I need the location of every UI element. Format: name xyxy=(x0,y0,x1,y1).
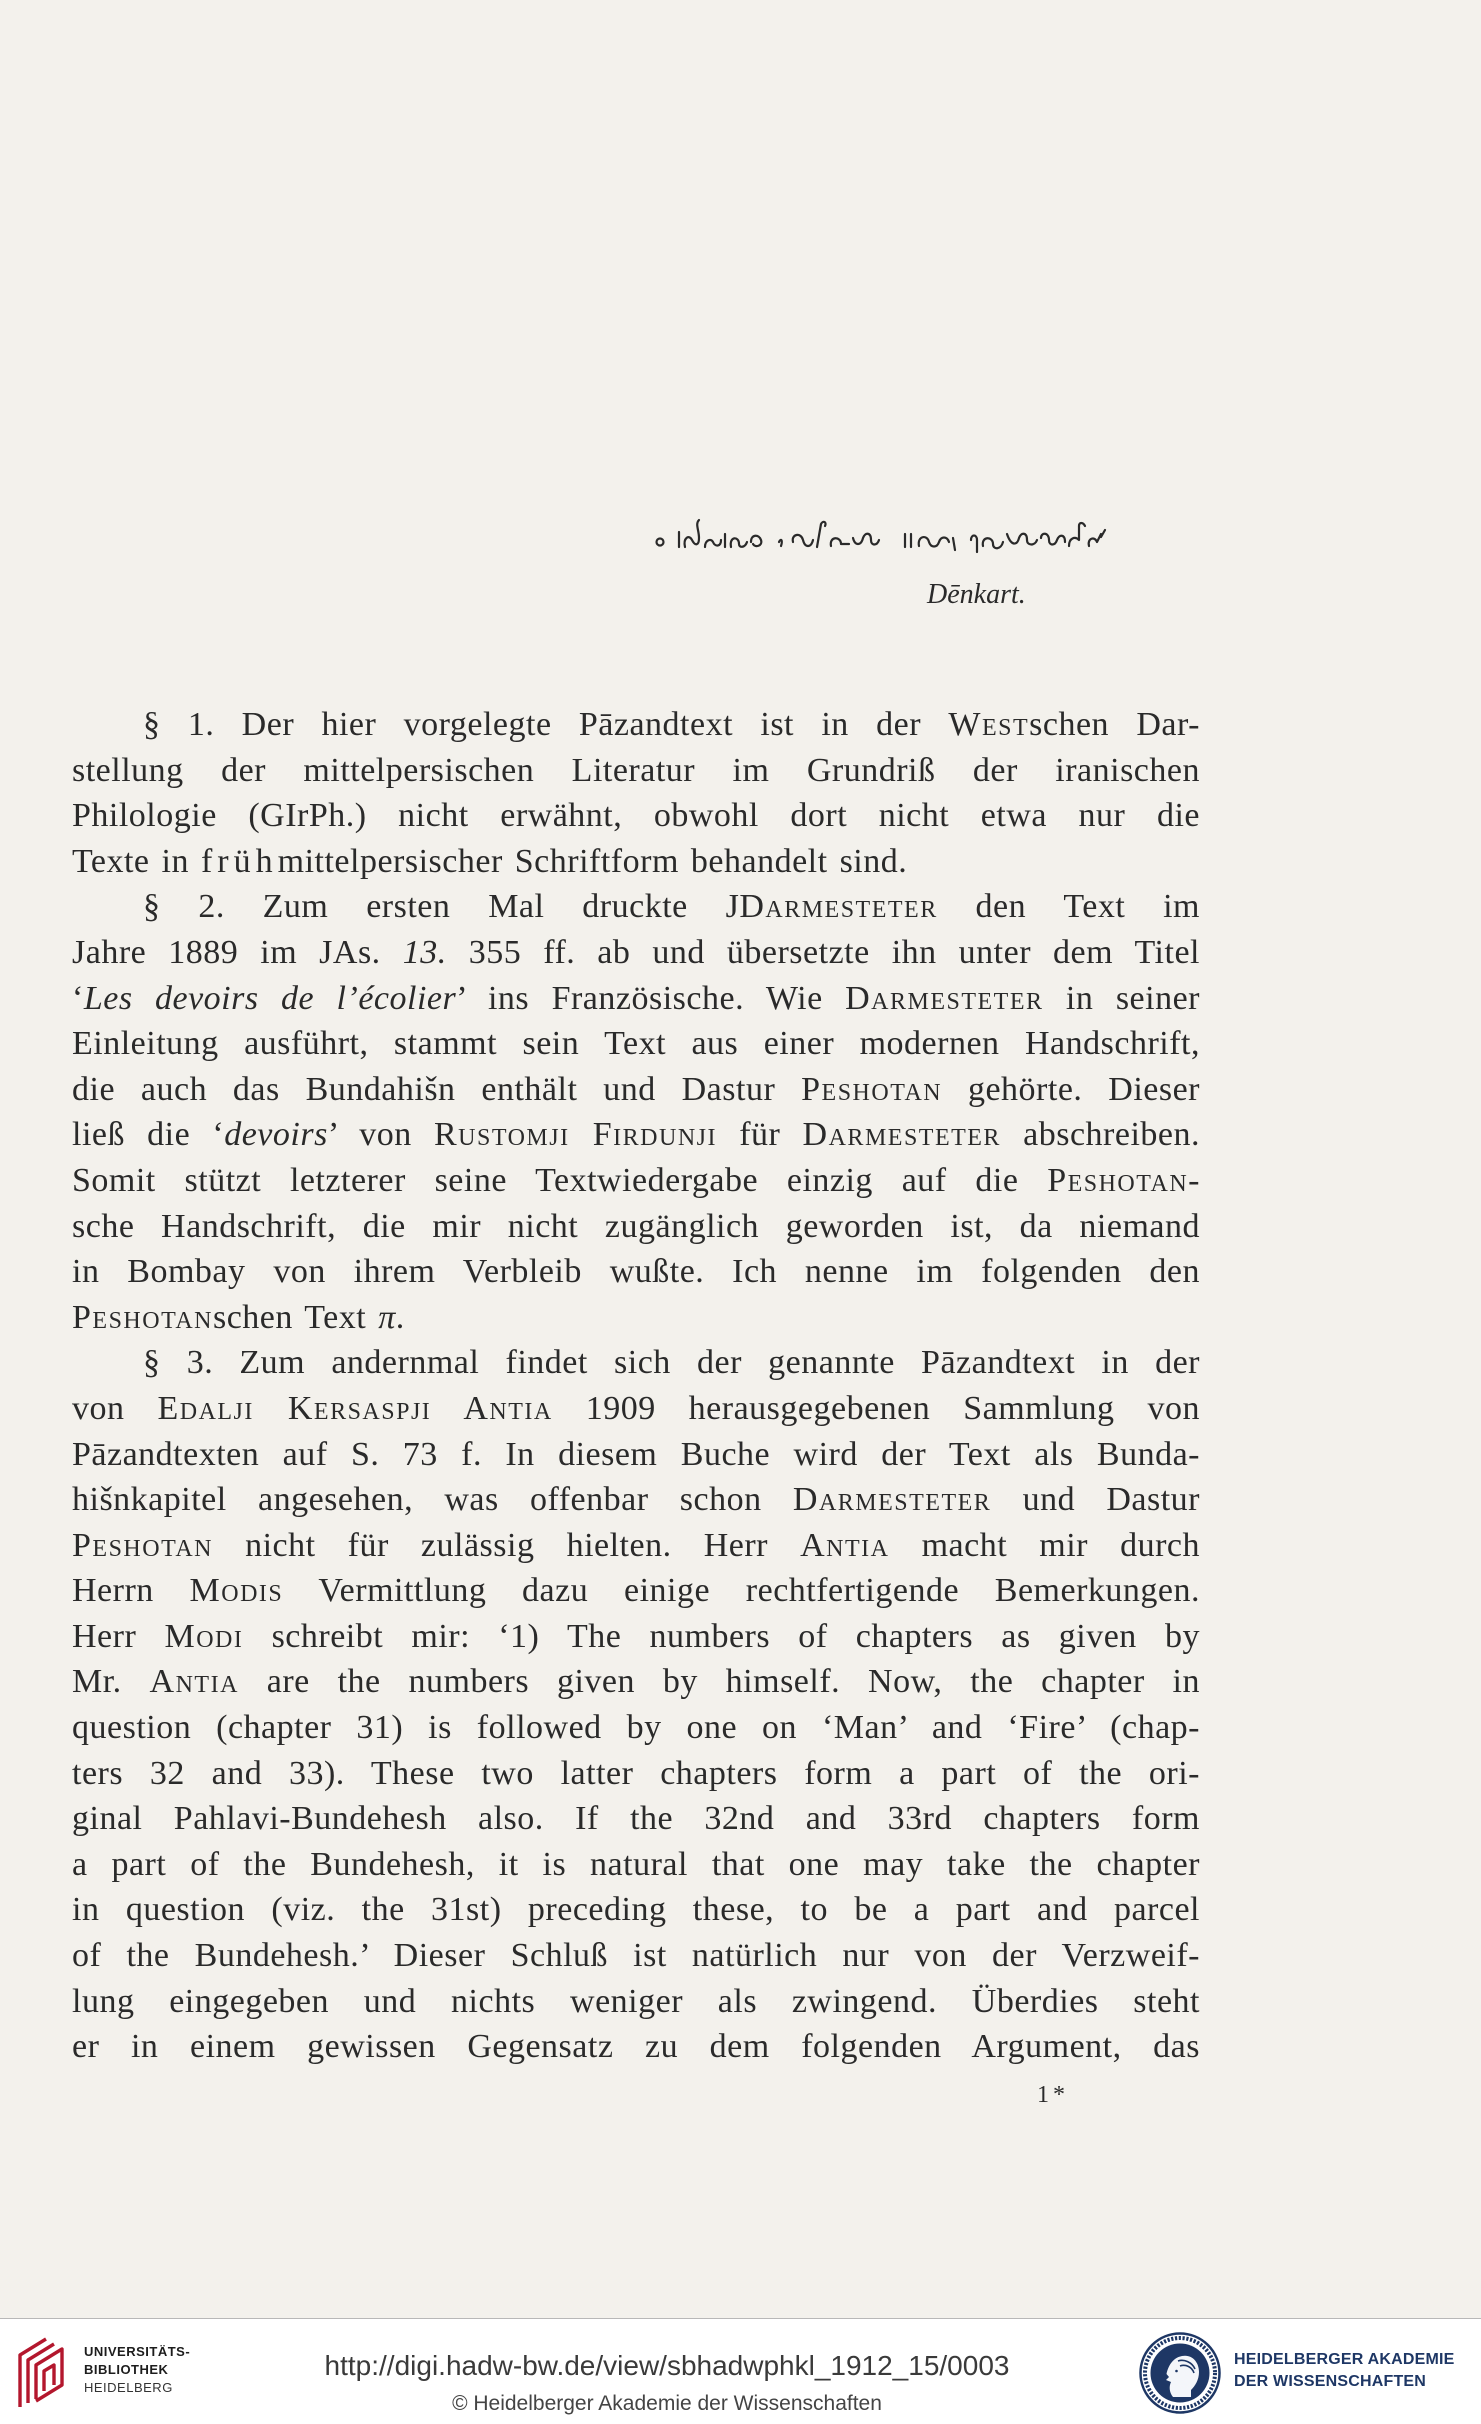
small-caps-name: Modis xyxy=(189,1572,284,1610)
text-line xyxy=(72,1751,1200,1797)
text-line xyxy=(72,1887,1200,1933)
text-line xyxy=(72,2024,1200,2070)
text-segment: für xyxy=(717,1116,803,1154)
text-line xyxy=(72,1249,1200,1295)
text-segment: § 2. Zum ersten Mal druckte J xyxy=(143,888,740,926)
text-segment: nicht für zulässig hielten. Herr xyxy=(212,1526,801,1564)
text-line xyxy=(72,1340,1200,1386)
text-segment: question (chapter 31) is followed by one on ‘Man’ and ‘Fire’ (chap- xyxy=(72,1709,1200,1747)
text-segment: § 3. Zum andernmal findet sich der genannte Pāzandtext in der xyxy=(143,1344,1200,1382)
small-caps-name: Antia xyxy=(800,1526,890,1564)
text-segment: ‘ xyxy=(72,979,84,1017)
text-line xyxy=(72,702,1200,748)
italic-text: 13. xyxy=(402,933,447,971)
text-segment: Vermittlung dazu einige rechtfertigende Bemerkungen. xyxy=(283,1572,1200,1610)
text-line xyxy=(72,839,1200,885)
text-segment: gehörte. Dieser xyxy=(942,1070,1200,1108)
digitization-footer xyxy=(0,2318,1481,2424)
copyright-notice: © Heidelberger Akademie der Wissenschaften xyxy=(452,2392,882,2415)
text-segment: macht mir durch xyxy=(889,1526,1201,1564)
text-segment: 355 ff. ab und übersetzte ihn unter dem Titel xyxy=(446,933,1200,971)
text-segment: schen Dar- xyxy=(1029,706,1200,743)
text-segment: ließ die ‘ xyxy=(72,1116,225,1154)
paragraph-2 xyxy=(72,884,1200,1340)
text-segment: sche Handschrift, die mir nicht zugänglich geworden ist, da niemand xyxy=(72,1207,1200,1245)
text-segment: abschreiben. xyxy=(1000,1116,1200,1154)
text-line xyxy=(72,1432,1200,1478)
text-segment: a part of the Bundehesh, it is natural that one may take the chapter xyxy=(72,1845,1200,1883)
small-caps-name: West xyxy=(948,706,1030,743)
small-caps-name: Peshotan xyxy=(1047,1161,1189,1199)
small-caps-name: Edalji Kersaspji Antia xyxy=(157,1389,553,1427)
text-line xyxy=(72,1979,1200,2025)
text-line xyxy=(72,1568,1200,1614)
text-line xyxy=(72,1067,1200,1113)
paragraph-3 xyxy=(72,1340,1200,2070)
text-segment: 1909 herausgegebenen Sammlung von xyxy=(552,1389,1201,1427)
text-segment: den Text im xyxy=(937,888,1200,926)
text-line xyxy=(72,748,1200,794)
small-caps-name: Darmesteter xyxy=(802,1116,1001,1154)
text-segment: stellung der mittelpersischen Literatur im Grundriß der iranischen xyxy=(72,751,1200,789)
text-segment: Herrn xyxy=(72,1572,190,1610)
text-line xyxy=(72,1295,1200,1341)
sheet-signature-mark: 1* xyxy=(1037,2082,1069,2108)
text-segment: Philologie (GIrPh.) nicht erwähnt, obwohl dort nicht etwa nur die xyxy=(72,797,1200,835)
letterspaced-text: früh xyxy=(200,842,278,880)
text-line xyxy=(72,1705,1200,1751)
text-segment: lung eingegeben und nichts weniger als zwingend. Überdies steht xyxy=(72,1982,1200,2020)
text-segment: hišnkapitel angesehen, was offenbar schon xyxy=(72,1481,793,1519)
academy-name-line-1: HEIDELBERGER AKADEMIE xyxy=(1234,2351,1455,2368)
text-segment: ters 32 and 33). These two latter chapters form a part of the ori- xyxy=(72,1754,1200,1792)
text-segment: und Dastur xyxy=(991,1481,1200,1519)
text-line xyxy=(72,1523,1200,1569)
text-segment: of the Bundehesh.’ Dieser Schluß ist natürlich nur von der Verzweif- xyxy=(72,1937,1200,1975)
small-caps-name: Peshotan xyxy=(801,1070,943,1108)
text-line xyxy=(72,930,1200,976)
text-segment: . xyxy=(395,1298,405,1336)
text-line xyxy=(72,884,1200,930)
text-line xyxy=(72,1477,1200,1523)
academy-name-line-2: DER WISSENSCHAFTEN xyxy=(1234,2373,1427,2390)
text-segment: Herr xyxy=(72,1617,165,1655)
academy-seal-icon xyxy=(1138,2331,1222,2415)
text-segment: are the numbers given by himself. Now, the chapter in xyxy=(238,1663,1200,1701)
text-line xyxy=(72,1021,1200,1067)
text-segment: Somit stützt letzterer seine Textwiedergabe einzig auf die xyxy=(72,1161,1048,1199)
university-library-logo-icon xyxy=(14,2333,72,2411)
text-segment: in seiner xyxy=(1043,979,1200,1017)
text-segment: - xyxy=(1188,1161,1200,1199)
text-line xyxy=(72,1204,1200,1250)
text-segment: schen Text xyxy=(212,1298,379,1336)
italic-text: π xyxy=(378,1298,396,1336)
text-segment: Texte in xyxy=(72,842,201,880)
body-text xyxy=(72,702,1200,2070)
text-segment: schreibt mir: ‘1) The numbers of chapters as given by xyxy=(243,1617,1200,1655)
text-segment: mittelpersischer Schriftform behandelt sind. xyxy=(277,842,908,880)
text-segment: ’ ins Französische. Wie xyxy=(456,979,846,1017)
library-name-line-1: UNIVERSITÄTS- xyxy=(84,2344,191,2359)
text-segment: § 1. Der hier vorgelegte Pāzandtext ist in der xyxy=(143,706,949,743)
pahlavi-script-heading xyxy=(655,512,1115,562)
text-line xyxy=(72,793,1200,839)
text-segment: Pāzandtexten auf S. 73 f. In diesem Buche wird der Text als Bunda- xyxy=(72,1435,1200,1473)
small-caps-name: Peshotan xyxy=(72,1526,213,1564)
permalink-url: http://digi.hadw-bw.de/view/sbhadwphkl_1912_15/0003 xyxy=(324,2350,1010,2381)
academy-name xyxy=(1234,2349,1455,2393)
text-line xyxy=(72,1158,1200,1204)
university-library-name xyxy=(84,2343,190,2397)
italic-text: Les devoirs de l’écolier xyxy=(83,979,457,1017)
library-name-line-3: HEIDELBERG xyxy=(84,2380,173,2395)
text-line xyxy=(72,1112,1200,1158)
small-caps-name: Antia xyxy=(149,1663,239,1701)
text-segment: die auch das Bundahišn enthält und Dastur xyxy=(72,1070,802,1108)
text-line xyxy=(72,1386,1200,1432)
library-name-line-2: BIBLIOTHEK xyxy=(84,2362,169,2377)
small-caps-name: Rustomji Firdunji xyxy=(434,1116,718,1154)
small-caps-name: Peshotan xyxy=(72,1298,213,1336)
paragraph-1 xyxy=(72,702,1200,884)
small-caps-name: Darmesteter xyxy=(792,1481,992,1519)
text-segment: ginal Pahlavi-Bundehesh also. If the 32nd and 33rd chapters form xyxy=(72,1800,1200,1838)
text-segment: ’ von xyxy=(327,1116,434,1154)
text-segment: er in einem gewissen Gegensatz zu dem folgenden Argument, das xyxy=(72,2028,1200,2066)
text-line xyxy=(72,1659,1200,1705)
italic-text: devoirs xyxy=(224,1116,328,1154)
text-line xyxy=(72,976,1200,1022)
text-segment: in question (viz. the 31st) preceding these, to be a part and parcel xyxy=(72,1891,1200,1929)
text-line xyxy=(72,1842,1200,1888)
text-line xyxy=(72,1796,1200,1842)
text-segment: in Bombay von ihrem Verbleib wußte. Ich nenne im folgenden den xyxy=(72,1253,1200,1291)
small-caps-name: Darmesteter xyxy=(845,979,1044,1017)
text-line xyxy=(72,1614,1200,1660)
text-segment: Jahre 1889 im JAs. xyxy=(72,933,403,971)
small-caps-name: Modi xyxy=(164,1617,244,1655)
text-segment: von xyxy=(72,1389,158,1427)
section-caption: Dēnkart. xyxy=(927,579,1026,610)
text-line xyxy=(72,1933,1200,1979)
text-segment: Mr. xyxy=(72,1663,150,1701)
small-caps-name: Darmesteter xyxy=(739,888,938,926)
text-segment: Einleitung ausführt, stammt sein Text aus einer modernen Handschrift, xyxy=(72,1025,1200,1063)
